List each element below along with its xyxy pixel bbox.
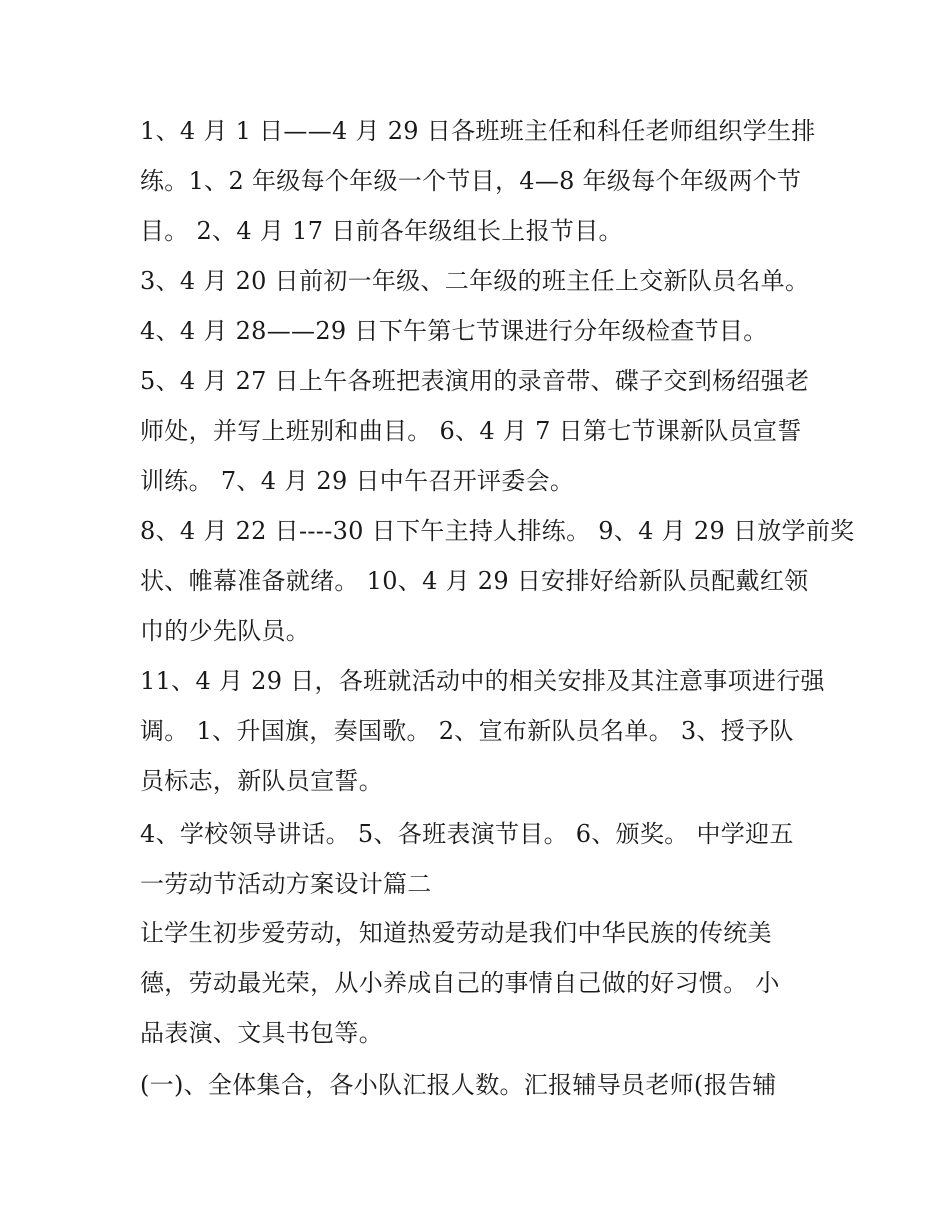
text-line: 让学生初步爱劳动，知道热爱劳动是我们中华民族的传统美 — [140, 919, 772, 947]
text-line: 员标志，新队员宣誓。 — [140, 767, 383, 795]
text-line: 4、学校领导讲话。 5、各班表演节目。 6、颁奖。 中学迎五 — [140, 820, 794, 848]
text-line: 状、帷幕准备就绪。 10、4 月 29 日安排好给新队员配戴红领 — [140, 567, 809, 595]
text-line: 目。 2、4 月 17 日前各年级组长上报节目。 — [140, 217, 623, 245]
text-line: 师处，并写上班别和曲目。 6、4 月 7 日第七节课新队员宣誓 — [140, 417, 802, 445]
paragraph-4 — [140, 356, 820, 506]
text-line: 1、4 月 1 日——4 月 29 日各班班主任和科任老师组织学生排 — [140, 117, 816, 145]
text-line: 8、4 月 22 日----30 日下午主持人排练。 9、4 月 29 日放学前奖 — [140, 517, 855, 545]
paragraph-7 — [140, 806, 820, 906]
paragraph-1 — [140, 106, 820, 256]
document-body — [140, 106, 855, 1110]
text-line: 调。 1、升国旗，奏国歌。 2、宣布新队员名单。 3、授予队 — [140, 717, 794, 745]
text-line: 巾的少先队员。 — [140, 617, 311, 645]
text-line: 3、4 月 20 日前初一年级、二年级的班主任上交新队员名单。 — [140, 267, 810, 295]
text-line: 4、4 月 28——29 日下午第七节课进行分年级检查节目。 — [140, 317, 768, 345]
text-line: 德，劳动最光荣，从小养成自己的事情自己做的好习惯。 小 — [140, 969, 780, 997]
paragraph-5 — [140, 506, 855, 656]
paragraph-8 — [140, 908, 820, 1058]
text-line: 5、4 月 27 日上午各班把表演用的录音带、碟子交到杨绍强老 — [140, 367, 810, 395]
text-line: (一)、全体集合，各小队汇报人数。汇报辅导员老师(报告辅 — [140, 1071, 777, 1099]
text-line: 练。1、2 年级每个年级一个节目，4—8 年级每个年级两个节 — [140, 167, 802, 195]
paragraph-9 — [140, 1060, 820, 1110]
paragraph-3 — [140, 306, 820, 356]
text-line: 品表演、文具书包等。 — [140, 1019, 383, 1047]
paragraph-2 — [140, 256, 820, 306]
text-line: 训练。 7、4 月 29 日中午召开评委会。 — [140, 467, 575, 495]
text-line: 一劳动节活动方案设计篇二 — [140, 870, 432, 898]
paragraph-6 — [140, 656, 825, 806]
text-line: 11、4 月 29 日，各班就活动中的相关安排及其注意事项进行强 — [140, 667, 825, 695]
